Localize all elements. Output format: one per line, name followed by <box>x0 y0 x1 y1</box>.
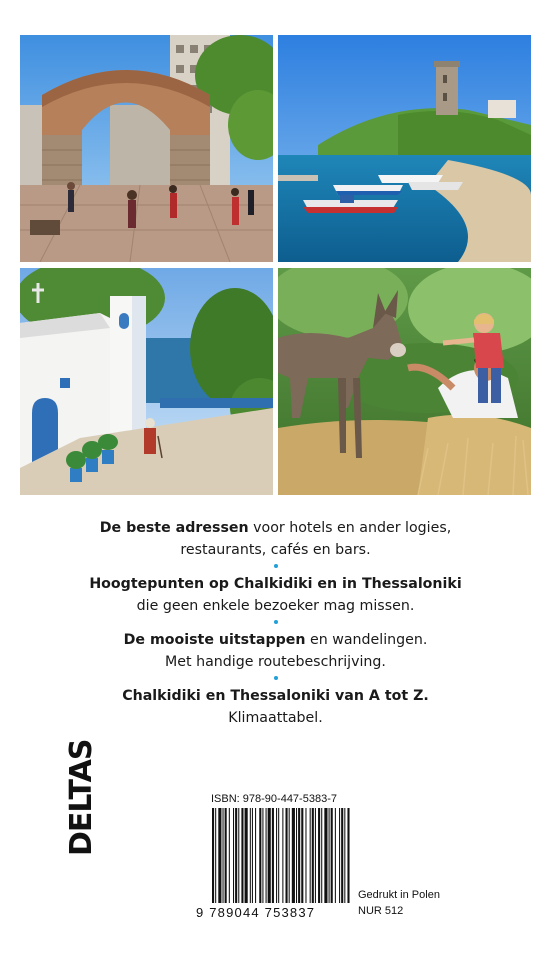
photo-donkey-family <box>278 268 531 495</box>
barcode-bar <box>315 808 316 903</box>
nur-code: NUR 512 <box>358 905 404 917</box>
barcode-bar <box>312 808 314 903</box>
barcode-bar <box>331 808 333 903</box>
printed-in: Gedrukt in Polen <box>358 889 440 901</box>
publisher-logo-text: DELTAS <box>64 739 99 856</box>
barcode-bar <box>318 808 320 903</box>
barcode-bar <box>252 808 253 903</box>
feature-item <box>20 685 531 729</box>
photo-harbour-tower <box>278 35 531 262</box>
barcode-bar <box>229 808 230 903</box>
barcode-bar <box>310 808 311 903</box>
barcode-bar <box>305 808 306 903</box>
bullet-dot <box>274 620 278 624</box>
bullet-dot <box>274 676 278 680</box>
barcode-bar <box>215 808 216 903</box>
photo-arch-of-galerius <box>20 35 273 262</box>
barcode-bar <box>329 808 330 903</box>
barcode-bar <box>238 808 239 903</box>
barcode <box>210 808 350 903</box>
feature-highlight: De beste adressen <box>99 520 249 536</box>
barcode-bar <box>278 808 279 903</box>
barcode-bar <box>296 808 297 903</box>
barcode-bar <box>225 808 227 903</box>
barcode-bar <box>289 808 290 903</box>
bullet-dot <box>274 564 278 568</box>
feature-subtext: Klimaattabel. <box>228 710 323 726</box>
feature-item <box>20 573 531 617</box>
barcode-bar <box>268 808 271 903</box>
barcode-bar <box>223 808 224 903</box>
barcode-bar <box>262 808 263 903</box>
feature-subtext: Met handige routebeschrijving. <box>165 654 386 670</box>
photo-white-chapel <box>20 268 273 495</box>
barcode-bar <box>324 808 327 903</box>
feature-highlight: De mooiste uitstappen <box>123 632 306 648</box>
feature-list <box>20 517 531 729</box>
feature-subtext: die geen enkele bezoeker mag missen. <box>136 598 415 614</box>
barcode-bar <box>245 808 248 903</box>
barcode-bar <box>344 808 345 903</box>
barcode-bar <box>339 808 340 903</box>
feature-subtext: restaurants, cafés en bars. <box>180 542 371 558</box>
barcode-bar <box>212 808 214 903</box>
barcode-bar <box>341 808 343 903</box>
barcode-bar <box>301 808 303 903</box>
barcode-bar <box>272 808 274 903</box>
publisher-logo <box>64 739 100 856</box>
feature-item <box>20 517 531 561</box>
barcode-bar <box>292 808 295 903</box>
barcode-bar <box>282 808 283 903</box>
barcode-bar <box>235 808 237 903</box>
barcode-bar <box>218 808 221 903</box>
barcode-bar <box>298 808 300 903</box>
feature-highlight: Chalkidiki en Thessaloniki van A tot Z. <box>122 688 429 704</box>
barcode-bar <box>276 808 277 903</box>
barcode-bar <box>321 808 322 903</box>
barcode-number: 9 789044 753837 <box>196 905 316 920</box>
barcode-bar <box>347 808 349 903</box>
barcode-bar <box>266 808 267 903</box>
feature-text: voor hotels en ander logies, <box>248 520 452 536</box>
feature-text: en wandelingen. <box>305 632 428 648</box>
barcode-bar <box>241 808 243 903</box>
imprint <box>358 887 440 919</box>
barcode-bar <box>259 808 261 903</box>
feature-item <box>20 629 531 673</box>
barcode-bar <box>250 808 251 903</box>
feature-highlight: Hoogtepunten op Chalkidiki en in Thessaloniki <box>89 576 462 592</box>
barcode-bar <box>255 808 256 903</box>
barcode-bar <box>233 808 234 903</box>
barcode-bar <box>335 808 336 903</box>
isbn-label: ISBN: 978-90-447-5383-7 <box>211 793 337 805</box>
barcode-bar <box>286 808 288 903</box>
